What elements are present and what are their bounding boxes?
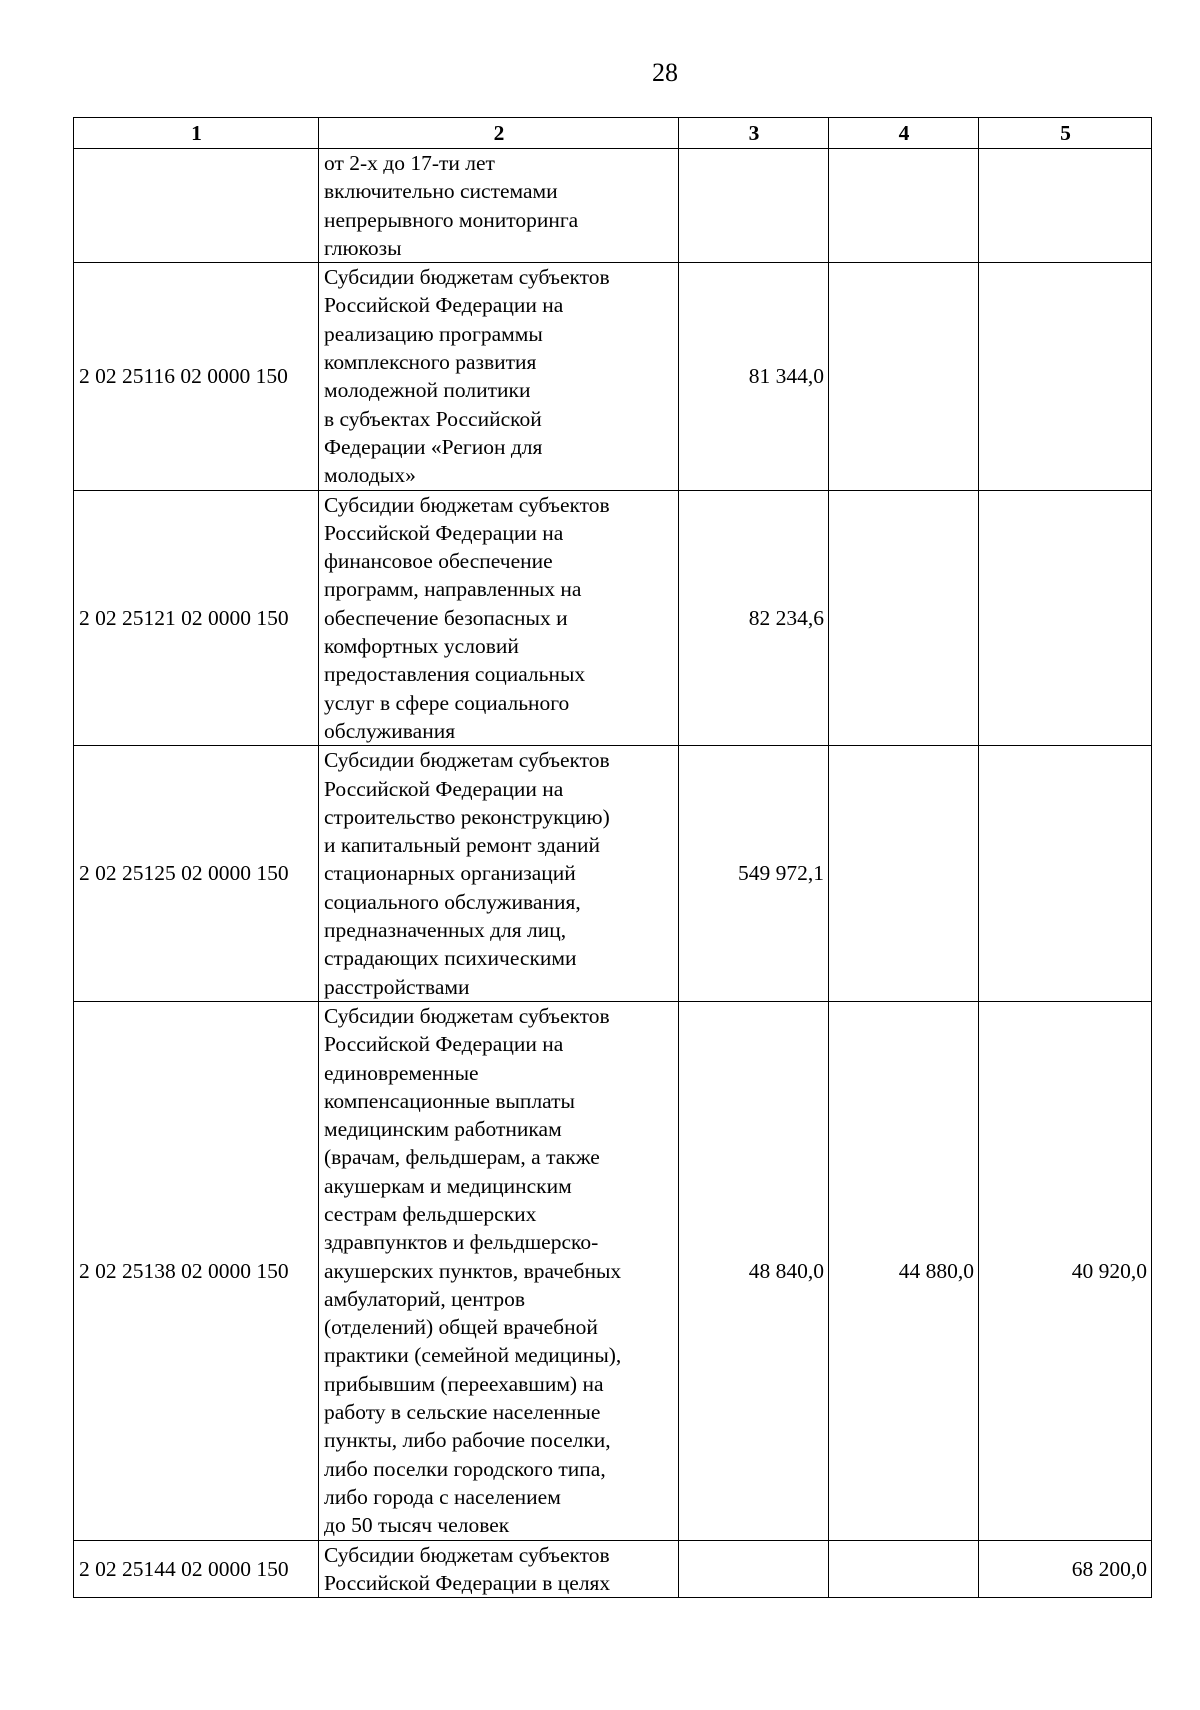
amount-cell-col3: 48 840,0 bbox=[679, 1001, 829, 1540]
amount-cell-col5 bbox=[979, 263, 1152, 490]
description-line: работу в сельские населенные bbox=[324, 1400, 601, 1425]
budget-code-cell bbox=[74, 149, 319, 263]
description-line: Федерации «Регион для bbox=[324, 434, 543, 459]
description-line: строительство реконструкцию) bbox=[324, 804, 610, 829]
description-line: либо поселки городского типа, bbox=[324, 1456, 606, 1481]
amount-cell-col4 bbox=[829, 1540, 979, 1598]
description-line: комплексного развития bbox=[324, 350, 537, 375]
table-row bbox=[74, 263, 1152, 490]
table-body bbox=[74, 149, 1152, 1598]
amount-cell-col4: 44 880,0 bbox=[829, 1001, 979, 1540]
description-line: непрерывного мониторинга bbox=[324, 207, 579, 232]
description-line: комфортных условий bbox=[324, 634, 519, 659]
description-line: услуг в сфере социального bbox=[324, 690, 570, 715]
description-line: сестрам фельдшерских bbox=[324, 1201, 537, 1226]
description-line: социального обслуживания, bbox=[324, 889, 581, 914]
description-line: до 50 тысяч человек bbox=[324, 1513, 510, 1538]
table-row bbox=[74, 1540, 1152, 1598]
amount-cell-col5: 68 200,0 bbox=[979, 1540, 1152, 1598]
column-header: 4 bbox=[829, 118, 979, 149]
amount-cell-col3: 549 972,1 bbox=[679, 746, 829, 1002]
table-row bbox=[74, 149, 1152, 263]
column-header: 3 bbox=[679, 118, 829, 149]
description-line: Субсидии бюджетам субъектов bbox=[324, 492, 610, 517]
amount-cell-col3 bbox=[679, 149, 829, 263]
amount-cell-col3: 81 344,0 bbox=[679, 263, 829, 490]
description-line: компенсационные выплаты bbox=[324, 1088, 575, 1113]
amount-cell-col5 bbox=[979, 149, 1152, 263]
description-line: здравпунктов и фельдшерско- bbox=[324, 1230, 599, 1255]
description-line: Субсидии бюджетам субъектов bbox=[324, 748, 610, 773]
amount-cell-col3: 82 234,6 bbox=[679, 490, 829, 746]
description-line: Субсидии бюджетам субъектов bbox=[324, 1542, 610, 1567]
amount-cell-col4 bbox=[829, 746, 979, 1002]
description-cell bbox=[319, 490, 679, 746]
description-line: стационарных организаций bbox=[324, 861, 576, 886]
description-cell bbox=[319, 746, 679, 1002]
description-line: молодежной политики bbox=[324, 378, 531, 403]
description-line: финансовое обеспечение bbox=[324, 549, 553, 574]
description-line: прибывшим (переехавшим) на bbox=[324, 1371, 604, 1396]
description-line: реализацию программы bbox=[324, 321, 543, 346]
description-line: пункты, либо рабочие поселки, bbox=[324, 1428, 611, 1453]
amount-cell-col5 bbox=[979, 490, 1152, 746]
budget-table bbox=[73, 117, 1152, 1598]
description-cell bbox=[319, 1540, 679, 1598]
page-number: 28 bbox=[652, 58, 678, 87]
budget-code-cell: 2 02 25125 02 0000 150 bbox=[74, 746, 319, 1002]
description-cell bbox=[319, 1001, 679, 1540]
description-line: акушеркам и медицинским bbox=[324, 1173, 572, 1198]
description-line: Российской Федерации на bbox=[324, 776, 564, 801]
description-line: предоставления социальных bbox=[324, 662, 586, 687]
description-line: программ, направленных на bbox=[324, 577, 582, 602]
amount-cell-col5: 40 920,0 bbox=[979, 1001, 1152, 1540]
amount-cell-col5 bbox=[979, 746, 1152, 1002]
description-line: предназначенных для лиц, bbox=[324, 918, 567, 943]
description-cell bbox=[319, 263, 679, 490]
table-row bbox=[74, 1001, 1152, 1540]
budget-code-cell: 2 02 25121 02 0000 150 bbox=[74, 490, 319, 746]
description-line: глюкозы bbox=[324, 235, 402, 260]
description-line: включительно системами bbox=[324, 179, 558, 204]
amount-cell-col4 bbox=[829, 149, 979, 263]
column-header: 1 bbox=[74, 118, 319, 149]
description-line: Российской Федерации на bbox=[324, 1032, 564, 1057]
description-line: расстройствами bbox=[324, 974, 470, 999]
description-line: Субсидии бюджетам субъектов bbox=[324, 1003, 610, 1028]
description-line: медицинским работникам bbox=[324, 1117, 562, 1142]
description-line: обеспечение безопасных и bbox=[324, 605, 568, 630]
description-line: обслуживания bbox=[324, 718, 456, 743]
description-line: акушерских пунктов, врачебных bbox=[324, 1258, 622, 1283]
amount-cell-col4 bbox=[829, 490, 979, 746]
budget-code-cell: 2 02 25116 02 0000 150 bbox=[74, 263, 319, 490]
amount-cell-col4 bbox=[829, 263, 979, 490]
description-line: амбулаторий, центров bbox=[324, 1286, 526, 1311]
description-line: и капитальный ремонт зданий bbox=[324, 833, 601, 858]
table-row bbox=[74, 490, 1152, 746]
description-line: Российской Федерации в целях bbox=[324, 1570, 611, 1595]
description-line: единовременные bbox=[324, 1060, 479, 1085]
description-line: в субъектах Российской bbox=[324, 406, 542, 431]
amount-cell-col3 bbox=[679, 1540, 829, 1598]
description-line: Субсидии бюджетам субъектов bbox=[324, 265, 610, 290]
table-header-row bbox=[74, 118, 1152, 149]
description-line: Российской Федерации на bbox=[324, 293, 564, 318]
column-header: 2 bbox=[319, 118, 679, 149]
description-line: Российской Федерации на bbox=[324, 520, 564, 545]
column-header: 5 bbox=[979, 118, 1152, 149]
description-line: от 2-х до 17-ти лет bbox=[324, 151, 495, 175]
budget-code-cell: 2 02 25144 02 0000 150 bbox=[74, 1540, 319, 1598]
description-line: либо города с населением bbox=[324, 1484, 561, 1509]
description-line: практики (семейной медицины), bbox=[324, 1343, 622, 1368]
table-row bbox=[74, 746, 1152, 1002]
description-cell bbox=[319, 149, 679, 263]
description-line: (врачам, фельдшерам, а также bbox=[324, 1145, 600, 1170]
description-line: (отделений) общей врачебной bbox=[324, 1315, 598, 1340]
budget-code-cell: 2 02 25138 02 0000 150 bbox=[74, 1001, 319, 1540]
description-line: молодых» bbox=[324, 463, 416, 488]
description-line: страдающих психическими bbox=[324, 946, 577, 971]
